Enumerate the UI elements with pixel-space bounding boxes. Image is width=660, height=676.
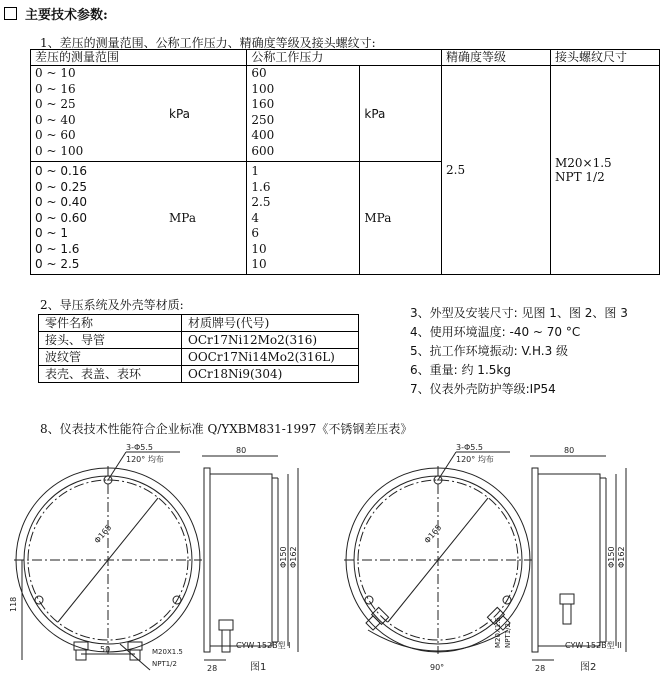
mount-hole (365, 596, 373, 604)
fig1-caption: 图1 (250, 662, 267, 673)
fig2-holes: 3-Φ5.5 (456, 443, 483, 452)
pressure-value: 10 (251, 241, 267, 256)
leader-line (438, 452, 456, 480)
range-value: 0 ~ 0.25 (35, 179, 88, 194)
material-part: 波纹管 (39, 349, 182, 366)
header-range: 差压的测量范围 (31, 50, 247, 66)
pressure-value: 1.6 (251, 179, 271, 194)
material-part: 表壳、表盖、表环 (39, 366, 182, 383)
material-grade: OCr18Ni9(304) (182, 366, 359, 383)
fig2-bottom-angle: 90° (430, 663, 445, 672)
fig1-angle: 120° 均布 (126, 455, 164, 464)
pressure-value: 6 (251, 226, 260, 240)
flange (204, 468, 210, 652)
connector-body (222, 630, 230, 652)
pressure-value: 600 (251, 143, 275, 158)
range-value: 0 ~ 0.60 (35, 210, 88, 225)
case-body (538, 474, 600, 646)
fig1-holes: 3-Φ5.5 (126, 443, 153, 452)
leader-line (108, 452, 126, 480)
fig1-thread2: NPT1/2 (152, 660, 177, 668)
mpa-pressure-unit: MPa (360, 162, 442, 275)
section-heading (4, 4, 108, 23)
spec-item: 7、仪表外壳防护等级:IP54 (410, 382, 556, 396)
fig1-model: CYW-152B型 I (236, 641, 291, 650)
fig2-caption: 图2 (580, 662, 597, 673)
spec-item: 5、抗工作环境振动: V.H.3 级 (410, 344, 569, 358)
pressure-value: 100 (251, 81, 275, 96)
thread-value: M20×1.5 (555, 155, 612, 170)
range-value: 0 ~ 0.16 (35, 164, 88, 178)
fig1-side-d1: Φ150 (279, 546, 288, 568)
spec-item: 3、外型及安装尺寸: 见图 1、图 2、图 3 (410, 306, 628, 320)
fig2-thread2: NPT1/2 (504, 623, 512, 648)
connector-body (76, 650, 86, 660)
spec-list (410, 304, 628, 399)
fig2-side-d1: Φ150 (607, 546, 616, 568)
thread-cell (551, 66, 660, 275)
flange (532, 468, 538, 652)
range-value: 0 ~ 16 (35, 81, 76, 96)
pressure-value: 60 (251, 66, 267, 80)
fig1-side-base: 28 (207, 664, 218, 673)
kpa-unit: kPa (165, 66, 247, 162)
connector-body (366, 616, 380, 630)
fig2-dia: Φ165 (422, 522, 444, 546)
spec-item: 4、使用环境温度: -40 ~ 70 °C (410, 325, 581, 339)
section1-title: 1、差压的测量范围、公称工作压力、精确度等级及接头螺纹寸: (40, 36, 376, 50)
pressure-value: 160 (251, 97, 275, 111)
range-table (30, 49, 660, 275)
section2-title: 2、导压系统及外壳等材质: (40, 298, 184, 312)
spec-item: 6、重量: 约 1.5kg (410, 363, 511, 377)
range-value: 0 ~ 25 (35, 97, 76, 111)
connector-body (130, 650, 140, 660)
range-value: 0 ~ 40 (35, 112, 76, 127)
range-value: 0 ~ 1.6 (35, 241, 80, 256)
fig2-angle: 120° 均布 (456, 455, 494, 464)
pressure-value: 1 (251, 164, 260, 178)
mpa-pressure-cell (247, 162, 360, 275)
range-value: 0 ~ 0.40 (35, 195, 88, 209)
pressure-value: 400 (251, 128, 275, 142)
material-grade: OOCr17Ni14Mo2(316L) (182, 349, 359, 366)
fig1-width: 50 (100, 645, 111, 654)
dimension-drawings (0, 440, 660, 676)
material-header-grade: 材质牌号(代号) (182, 315, 359, 332)
fig2-side-width: 80 (564, 446, 575, 455)
fig2-model: CYW-152B型 II (565, 641, 622, 650)
heading-text: 主要技术参数: (25, 8, 108, 23)
kpa-range-cell (31, 66, 166, 162)
mount-hole (35, 596, 43, 604)
range-value: 0 ~ 10 (35, 66, 76, 80)
fig1-front-view (14, 452, 202, 670)
fig1-thread1: M20X1.5 (152, 648, 183, 656)
pressure-value: 2.5 (251, 195, 271, 209)
accuracy-cell: 2.5 (442, 66, 551, 275)
fig2-thread1: M20X1.5 (494, 617, 502, 648)
pressure-value: 250 (251, 112, 275, 127)
fig1-side-width: 80 (236, 446, 247, 455)
fig2-side-d2: Φ162 (617, 546, 626, 568)
material-header-part: 零件名称 (39, 315, 182, 332)
kpa-pressure-unit: kPa (360, 66, 442, 162)
thread-value: NPT 1/2 (555, 169, 605, 184)
pressure-value: 10 (251, 257, 267, 271)
range-value: 0 ~ 1 (35, 226, 68, 240)
header-pressure: 公称工作压力 (247, 50, 442, 66)
pressure-value: 4 (251, 210, 260, 225)
fig1-side-d2: Φ162 (289, 546, 298, 568)
mpa-range-cell (31, 162, 166, 275)
connector-body (563, 604, 571, 624)
mpa-unit: MPa (165, 162, 247, 275)
range-value: 0 ~ 60 (35, 128, 76, 142)
range-value: 0 ~ 100 (35, 143, 84, 158)
connector-body (219, 620, 233, 630)
header-accuracy: 精确度等级 (442, 50, 551, 66)
range-value: 0 ~ 2.5 (35, 257, 80, 271)
fig1-dia: Φ165 (92, 522, 114, 546)
kpa-pressure-cell (247, 66, 360, 162)
checkbox-icon (4, 7, 17, 20)
fig2-side-base: 28 (535, 664, 546, 673)
material-part: 接头、导管 (39, 332, 182, 349)
material-table (38, 314, 359, 383)
section8-title: 8、仪表技术性能符合企业标准 Q/YXBM831-1997《不锈钢差压表》 (40, 422, 413, 436)
material-grade: OCr17Ni12Mo2(316) (182, 332, 359, 349)
fig1-height: 118 (9, 596, 18, 612)
connector-body (560, 594, 574, 604)
header-thread: 接头螺纹尺寸 (551, 50, 660, 66)
